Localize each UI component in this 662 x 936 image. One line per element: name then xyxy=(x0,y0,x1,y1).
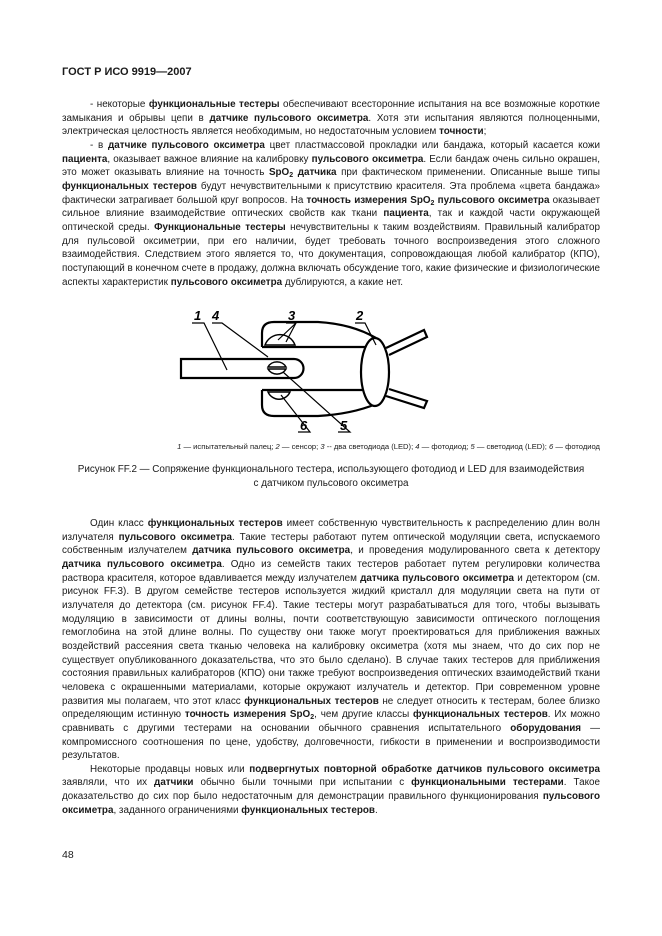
paragraph xyxy=(62,763,600,818)
bold-term: датчике пульсового оксиметра xyxy=(209,112,369,124)
text-run: . Такие тестеры работают путем оптической модуляции света, испускаемого собственным излучателем xyxy=(62,531,601,557)
legend-text: — светодиод (LED); xyxy=(474,442,550,451)
legend-text: — испытательный палец; xyxy=(181,442,276,451)
text-run: Некоторые продавцы новых или xyxy=(90,763,250,775)
bold-term: функциональных тестеров xyxy=(62,180,197,192)
text-run: будут нечувствительными к присутствию красителя. Эта проблема «цвета бандажа» фактически затрагивает большой круг вопросов. На xyxy=(62,180,600,206)
text-run: Один класс xyxy=(90,518,148,529)
bold-term: датчики xyxy=(154,777,194,789)
bold-term: 2 xyxy=(430,199,435,207)
text-run: заявляли, что их xyxy=(62,777,155,789)
text-run: . Хотя эти испытания являются полноценными, электрическая целостность является необходимым, но недостаточным условием xyxy=(62,112,601,138)
bold-term: пульсового оксиметра xyxy=(434,194,550,206)
text-run: . Одно из семейств таких тестеров работает путем регулировки количества раствора красителя, которое вдавливается между излучателем xyxy=(62,558,600,584)
legend-num: 6 xyxy=(549,442,554,451)
figure-label-2: 2 xyxy=(356,308,364,323)
text-run: и детектором (см. рисунок FF.3). В другом семействе тестеров используется жидкий кристалл для модуляции света на пути от излучателя до детектора (см. рисунок FF.4). Такие тестеры могут разрабатываться для того, чтобы вызывать модуляцию в зависимости от длины волны, почти соответствующую зависимости оптического поглощения гемоглобина на этой длине волны. По существу они также могут проектироваться для приближения важных воздействий рассеяния света тканью человека на калибровку оксиметра (хотя мы знаем, что до сих пор не существует опубликованного доказательства, что это было сделано). В случае таких тестеров для приближения состояния правильных калибраторов (КПО) они также требуют воспроизведения оптических взаимодействий ткани человека с окрашенными материалами, которые окружают излучатель и детектор. При современном уровне развития мы полагаем, что этот класс xyxy=(62,572,600,707)
bold-term: функциональных тестеров xyxy=(147,518,283,529)
figure-label-1: 1 xyxy=(194,308,202,323)
bold-term: пульсового оксиметра xyxy=(170,276,283,288)
text-run: обеспечивают всесторонние испытания на все возможные короткие замыкания и обрывы цепи в xyxy=(62,99,600,124)
bold-term: пульсового оксиметра xyxy=(118,531,233,543)
bold-term: функциональными тестерами xyxy=(411,777,564,789)
page-number: 48 xyxy=(62,849,74,861)
text-run: не следует относить к тестерам, более близко определяющим истинную xyxy=(62,695,600,721)
sensor-hinge xyxy=(361,338,389,406)
bold-term: датчика xyxy=(293,167,337,179)
figure-caption xyxy=(62,463,600,490)
legend-text: — фотодиод; xyxy=(419,442,471,451)
text-run: дублируются, а какие нет. xyxy=(282,276,403,288)
text-run: оказывает сильное влияние взаимодействие оптических свойств как ткани xyxy=(62,194,600,220)
legend-text: — сенсор; xyxy=(279,442,321,451)
figure-legend xyxy=(62,442,600,451)
bold-term: Функциональные тестеры xyxy=(154,221,286,233)
text-run: цвет пластмассовой прокладки или бандажа, который касается кожи xyxy=(264,139,600,151)
bold-term: точности xyxy=(439,126,484,138)
bold-term: SpO xyxy=(268,167,290,179)
legend-num: 5 xyxy=(470,442,475,451)
text-run: . xyxy=(374,804,378,816)
text-run: , оказывает важное влияние на калибровку xyxy=(107,153,312,165)
text-run: , чем другие классы xyxy=(314,709,414,721)
bold-term: подвергнутых повторной обработке датчиков пульсового оксиметра xyxy=(249,763,600,775)
bold-term: функциональных тестеров xyxy=(244,695,379,707)
bold-term: пульсового оксиметра xyxy=(62,791,600,816)
bold-term: точность измерения SpO xyxy=(184,709,311,721)
text-run: , и проведения модулированного света к детектору xyxy=(350,545,601,557)
text-run: , так и каждой части окружающей оптической среды. xyxy=(62,208,600,233)
bold-term: датчике пульсового оксиметра xyxy=(108,139,265,151)
bold-term: 2 xyxy=(310,714,315,722)
bold-term: 2 xyxy=(289,172,294,180)
legend-num: 2 xyxy=(275,442,280,451)
text-run: . Их можно сравнивать с другими тестерами на основании обычного сравнения испытательного xyxy=(62,709,600,734)
legend-text: -- два светодиода (LED); xyxy=(324,442,416,451)
text-run: . Такое доказательство до сих пор было недостаточным для демонстрации правильного функционирования xyxy=(62,777,600,803)
sensor-cable-upper xyxy=(386,330,427,355)
bold-term: точность измерения SpO xyxy=(306,194,431,206)
text-run: - некоторые xyxy=(90,99,149,110)
text-run: ; xyxy=(483,126,487,138)
bold-term: пациента xyxy=(383,208,429,220)
figure-ff2-diagram xyxy=(0,0,662,440)
text-run: . Если бандаж очень сильно окрашен, это может оказывать влияние на точность xyxy=(62,153,600,179)
bold-term: функциональные тестеры xyxy=(148,99,280,110)
figure-caption-line-2: с датчиком пульсового оксиметра xyxy=(253,477,409,489)
text-run: - в xyxy=(90,139,108,151)
figure-label-3: 3 xyxy=(288,308,296,323)
figure-label-5: 5 xyxy=(340,418,348,433)
legend-num: 3 xyxy=(320,442,325,451)
sensor-cable-lower xyxy=(386,389,427,408)
text-run: имеет собственную чувствительность к распределению длин волн излучателя xyxy=(62,518,600,543)
bold-term: функциональных тестеров xyxy=(413,709,548,721)
figure-caption-line-1: Рисунок FF.2 — Сопряжение функционального тестера, использующего фотодиод и LED для взаимодействия xyxy=(77,464,585,475)
document-header: ГОСТ Р ИСО 9919—2007 xyxy=(62,66,192,78)
figure-label-4: 4 xyxy=(212,308,220,323)
text-section-2 xyxy=(62,517,600,817)
text-run: при фактическом применении. Описанные выше типы xyxy=(336,167,600,179)
bold-term: оборудования xyxy=(510,722,582,734)
text-run: , заданного ограничениями xyxy=(113,804,242,816)
bold-term: пульсового оксиметра xyxy=(311,153,424,165)
legend-num: 4 xyxy=(415,442,420,451)
bold-term: функциональных тестеров xyxy=(241,804,375,816)
bold-term: датчика пульсового оксиметра xyxy=(360,572,515,584)
text-run: — компромиссного соотношения по цене, удобству, долговечности, гибкости в применении и воспроизводимости результатов. xyxy=(62,722,600,762)
figure-label-6: 6 xyxy=(300,418,308,433)
paragraph xyxy=(62,517,600,763)
bold-term: датчика пульсового оксиметра xyxy=(62,558,222,570)
bold-term: пациента xyxy=(62,153,108,165)
text-run: обычно были точными при испытании с xyxy=(193,777,412,789)
legend-num: 1 xyxy=(177,442,182,451)
legend-text: — фотодиод xyxy=(553,442,600,451)
bold-term: датчика пульсового оксиметра xyxy=(192,545,351,557)
text-run: нечувствительны к таким воздействиям. Правильный калибратор для пульсовой оксиметрии, при его наличии, будет требовать точного воспроизведения этого сложного взаимодействия. Следствием этого является то, что документация, сопровождающая любой калибратор (КПО), поступающий в конечном счете в продажу, должна включать обсуждение того, какие физические и физиологические аспекты характеристик xyxy=(62,221,601,288)
